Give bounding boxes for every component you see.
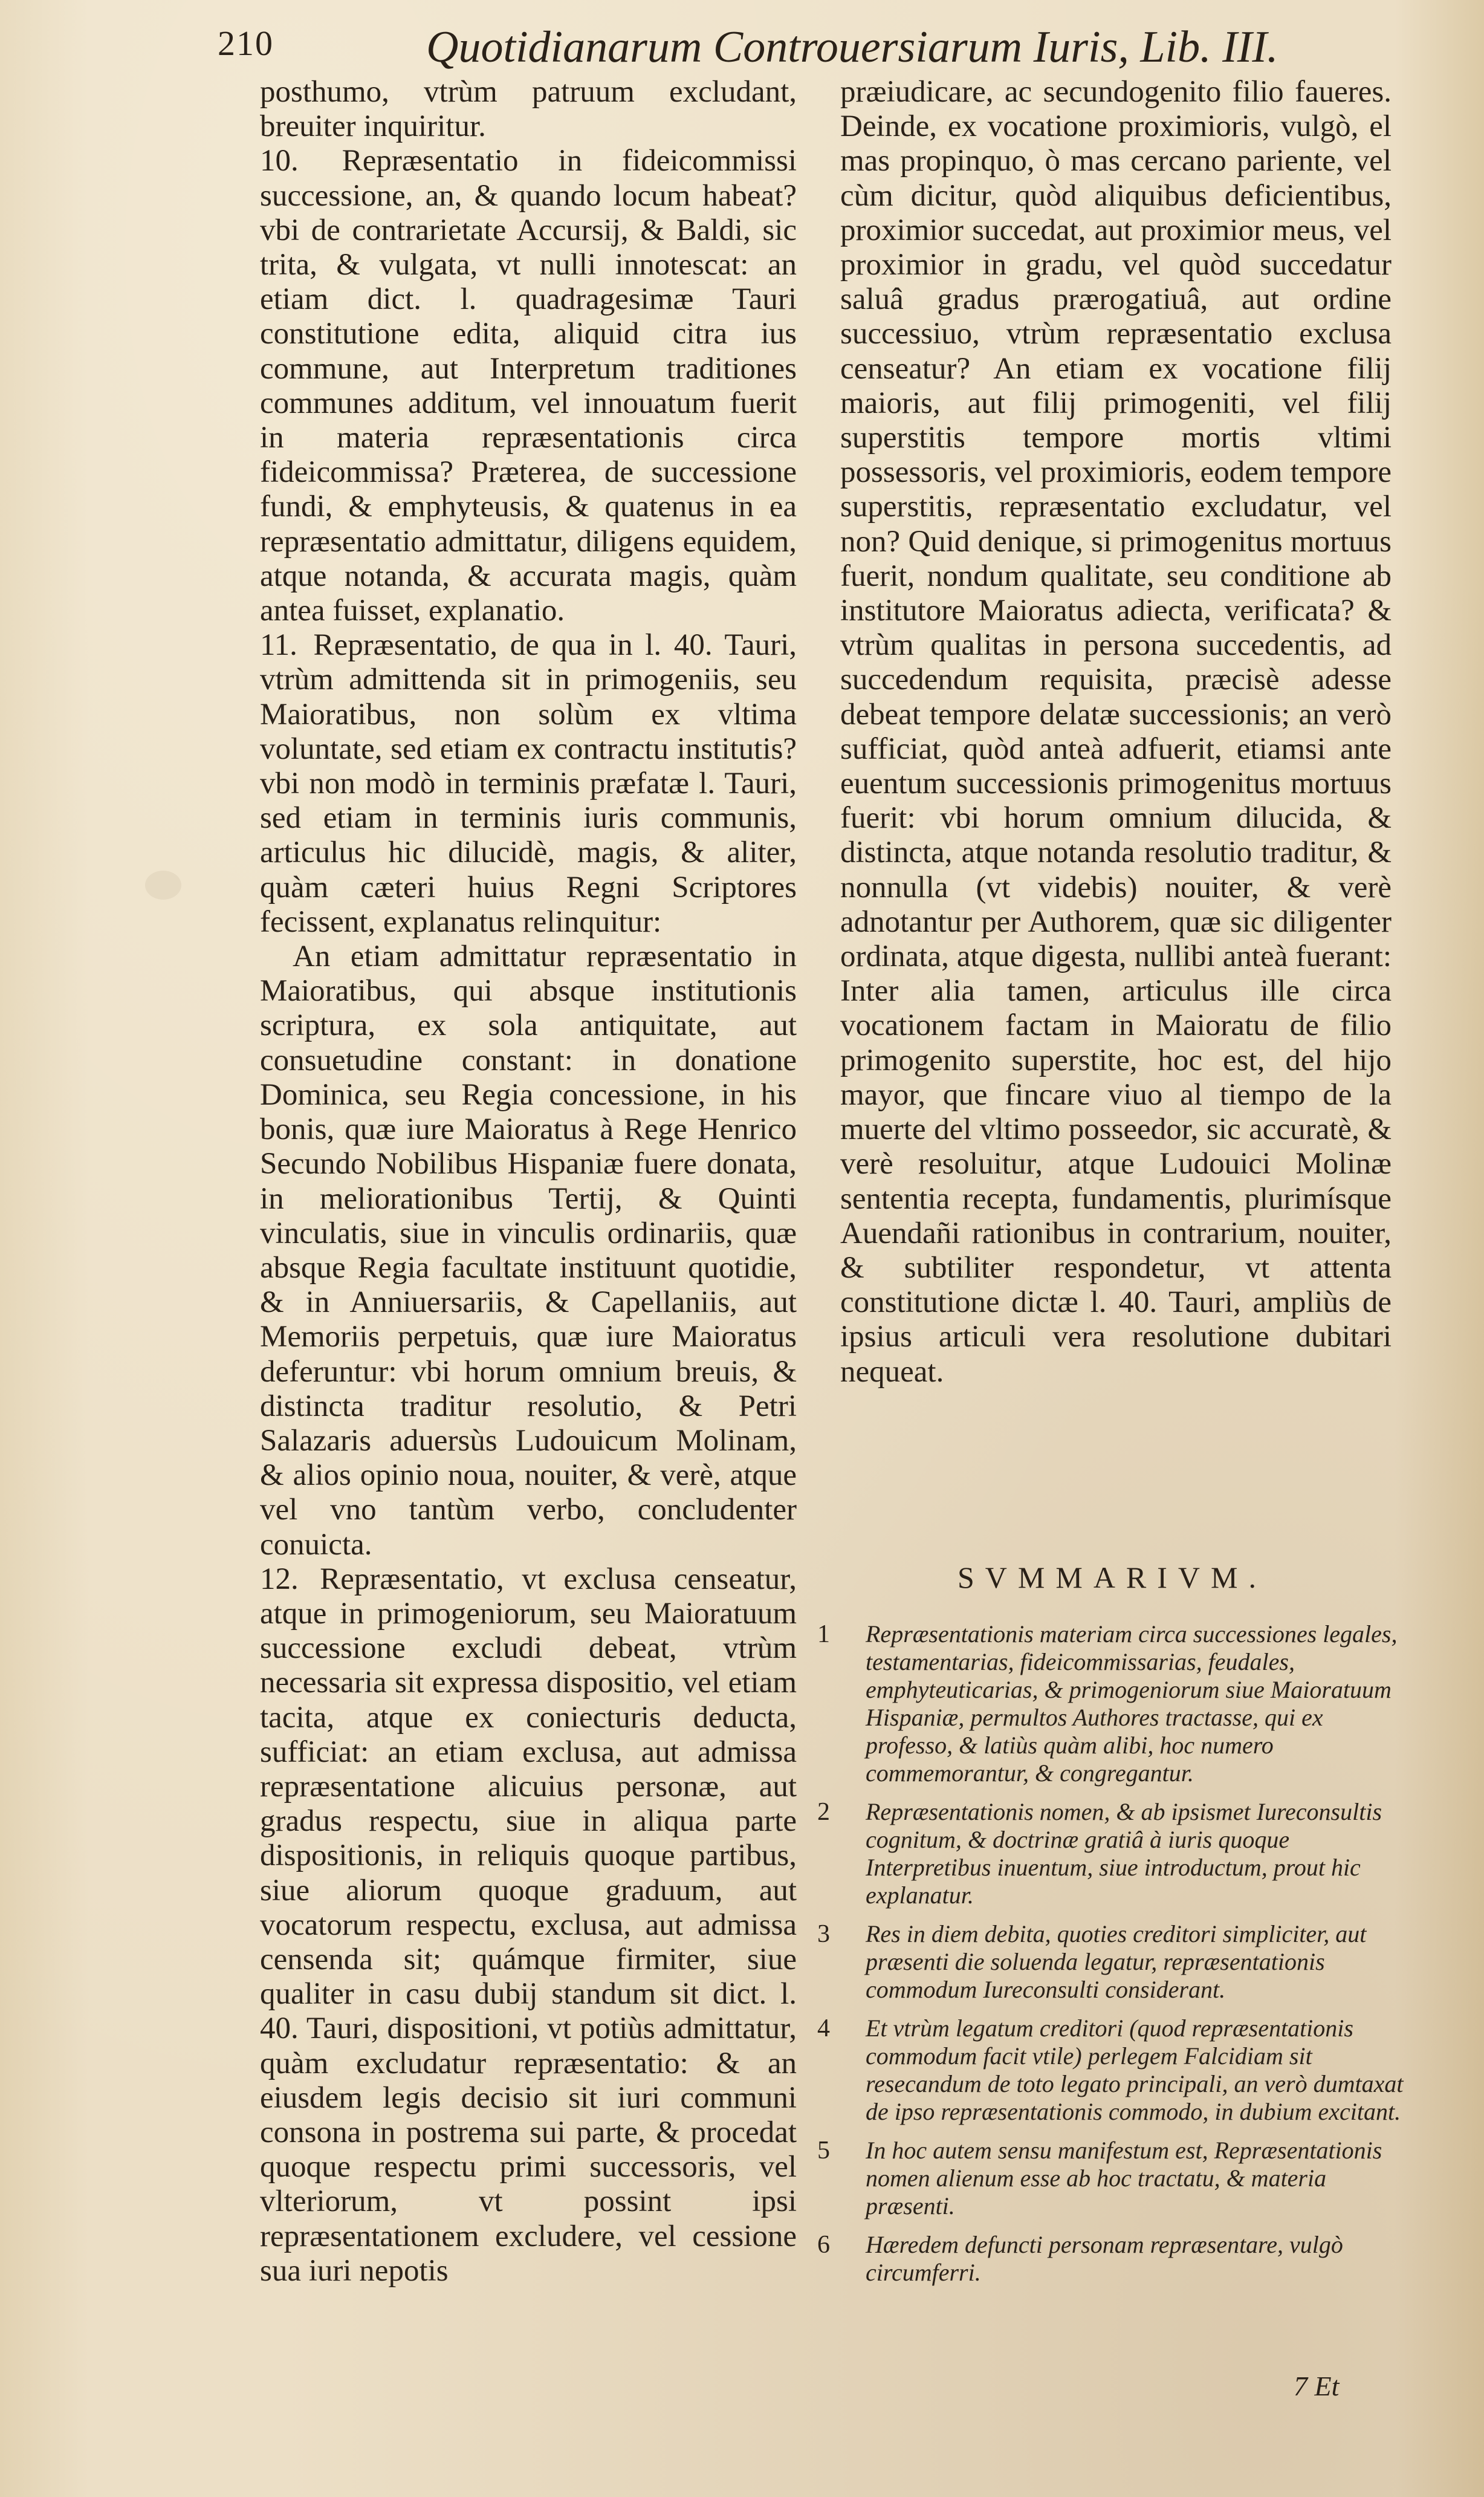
paragraph-text: An etiam admittatur repræsentatio in Maioratibus, qui absque institutionis scriptura, ex sola antiquitate, aut consuetudine constant: in donatione Dominica, seu Regia concessione, in his bonis, quæ iure Maioratus à Rege Henrico Secundo Nobilibus Hispaniæ fuere donata, in meliorationibus Tertij, & Quinti vinculatis, siue in vinculis ordinariis, quæ absque Regia facultate instituunt quotidie, & in Anniuersariis, & Capellaniis, aut Memoriis perpetuis, quæ iure Maioratus deferuntur: vbi horum omnium breuis, & distincta traditur resolutio, & Petri Salazaris aduersùs Ludouicum Molinam, & alios opinio noua, nouiter, & verè, atque vel vno tantùm verbo, concludenter conuicta. bbox=[260, 940, 797, 1562]
summary-item-text: Et vtrùm legatum creditori (quod repræsentationis commodum facit vtile) perlegem Falcidiam sit resecandum de toto legato principali, an verò dumtaxat de ipso repræsentationis commodo, in dubium excitant. bbox=[866, 2015, 1404, 2125]
running-title: Quotidianarum Controuersiarum Iuris, Lib. III. bbox=[426, 22, 1278, 72]
paragraph bbox=[260, 75, 797, 144]
paragraph bbox=[260, 144, 797, 628]
summary-heading: SVMMARIVM. bbox=[957, 1560, 1267, 1594]
page-number: 210 bbox=[218, 24, 274, 63]
summary-list bbox=[817, 1620, 1404, 2297]
summary-item-number: 6 bbox=[817, 2231, 830, 2259]
paragraph bbox=[260, 940, 797, 1562]
paragraph-number: 10. bbox=[260, 144, 299, 178]
summary-item-number: 2 bbox=[817, 1798, 830, 1826]
summary-item bbox=[817, 1920, 1404, 2004]
paragraph-number: 12. bbox=[260, 1562, 299, 1596]
summary-item-number: 5 bbox=[817, 2137, 830, 2164]
paragraph-text: Repræsentatio, vt exclusa censeatur, atque in primogeniorum, seu Maioratuum successione excludi debeat, vtrùm necessaria sit expressa dispositio, vel etiam tacita, atque ex coniecturis deducta, sufficiat: an etiam exclusa, aut admissa repræsentatione alicuius personæ, aut gradus respectu, siue in aliqua parte dispositionis, in reliquis quoque partibus, siue aliorum quoque graduum, aut vocatorum respectu, exclusa, aut admissa censenda sit; quámque firmiter, siue qualiter in casu dubij standum sit dict. l. 40. Tauri, dispositioni, vt potiùs admittatur, quàm excludatur repræsentatio: & an eiusdem legis decisio sit iuri communi consona in postrema sui parte, & procedat quoque respectu primi successoris, vel vlteriorum, vt possint ipsi repræsentationem excludere, vel cessione sua iuri nepotis bbox=[260, 1562, 797, 2288]
summary-item bbox=[817, 1798, 1404, 1909]
summary-item bbox=[817, 2015, 1404, 2126]
summary-item bbox=[817, 2137, 1404, 2220]
paragraph-text: posthumo, vtrùm patruum excludant, breuiter inquiritur. bbox=[260, 75, 797, 144]
paragraph-text: Repræsentatio in fideicommissi successione, an, & quando locum habeat? vbi de contrarietate Accursij, & Baldi, sic trita, & vulgata, vt nulli innotescat: an etiam dict. l. quadragesimæ Tauri constitutione edita, aliquid citra ius commune, aut Interpretum traditiones communes additum, vel innouatum fuerit in materia repræsentationis circa fideicommissa? Præterea, de successione fundi, & emphyteusis, & quatenus in ea repræsentatio admittatur, diligens equidem, atque notanda, & accurata magis, quàm antea fuisset, explanatio. bbox=[260, 144, 797, 628]
summary-item bbox=[817, 2231, 1404, 2287]
paragraph-text: præiudicare, ac secundogenito filio faueres. Deinde, ex vocatione proximioris, vulgò, el mas propinquo, ò mas cercano pariente, vel cùm dicitur, quòd aliquibus deficientibus, proximior succedat, aut proximior meus, vel proximior in gradu, vel quòd succedatur saluâ gradus prærogatiuâ, aut ordine successiuo, vtrùm repræsentatio exclusa censeatur? An etiam ex vocatione filij maioris, aut filij primogeniti, vel filij superstitis tempore mortis vltimi possessoris, vel proximioris, eodem tempore superstitis, repræsentatio excludatur, vel non? Quid denique, si primogenitus mortuus fuerit, nondum qualitate, seu conditione ab institutore Maioratus adiecta, verificata? & vtrùm qualitas in persona succedentis, ad succedendum requisita, præcisè adesse debeat tempore delatæ successionis; an verò sufficiat, quòd anteà adfuerit, etiamsi ante euentum successionis primogenitus mortuus fuerit: vbi horum omnium dilucida, & distincta, atque notanda resolutio traditur, & nonnulla (vt videbis) nouiter, & verè adnotantur per Authorem, quæ sic diligenter ordinata, atque digesta, nullibi anteà fuerant: Inter alia tamen, articulus ille circa vocationem factam in Maioratu de filio primogenito superstite, hoc est, del hijo mayor, que fincare viuo al tiempo de la muerte del vltimo posseedor, sic accuratè, & verè resoluitur, atque Ludouici Molinæ sententia recepta, fundamentis, plurimísque Auendañi rationibus in contrarium, nouiter, & subtiliter respondetur, vt attenta constitutione dictæ l. 40. Tauri, ampliùs de ipsius articuli vera resolutione dubitari nequeat. bbox=[840, 75, 1392, 1389]
summary-item-number: 3 bbox=[817, 1920, 830, 1948]
left-column bbox=[260, 75, 797, 2288]
summary-item-text: In hoc autem sensu manifestum est, Repræsentationis nomen alienum esse ab hoc tractatu, & materia præsenti. bbox=[866, 2137, 1382, 2219]
paragraph bbox=[260, 628, 797, 940]
summary-item-text: Hæredem defuncti personam repræsentare, vulgò circumferri. bbox=[866, 2231, 1343, 2286]
summary-item-number: 1 bbox=[817, 1620, 830, 1648]
summary-item bbox=[817, 1620, 1404, 1787]
right-column bbox=[840, 75, 1392, 1389]
summary-item-number: 4 bbox=[817, 2015, 830, 2042]
paragraph bbox=[840, 75, 1392, 1389]
paper-stain bbox=[145, 871, 181, 900]
paragraph bbox=[260, 1562, 797, 2288]
summary-item-text: Res in diem debita, quoties creditori simpliciter, aut præsenti die soluenda legatur, repræsentationis commodum Iureconsulti considerant. bbox=[866, 1920, 1367, 2003]
paragraph-number: 11. bbox=[260, 628, 297, 663]
catchword: 7 Et bbox=[1294, 2371, 1340, 2401]
summary-item-text: Repræsentationis nomen, & ab ipsismet Iureconsultis cognitum, & doctrinæ gratiâ à iuris quoque Interpretibus inuentum, siue introductum, prout hic explanatur. bbox=[866, 1798, 1382, 1909]
paragraph-text: Repræsentatio, de qua in l. 40. Tauri, vtrùm admittenda sit in primogeniis, seu Maioratibus, non solùm ex vltima voluntate, sed etiam ex contractu institutis? vbi non modò in terminis præfatæ l. Tauri, sed etiam in terminis iuris communis, articulus hic dilucidè, magis, & aliter, quàm cæteri huius Regni Scriptores fecissent, explanatus relinquitur: bbox=[260, 628, 797, 939]
summary-item-text: Repræsentationis materiam circa successiones legales, testamentarias, fideicommissarias, feudales, emphyteuticarias, & primogeniorum siue Maioratuum Hispaniæ, permultos Authores tractasse, qui ex professo, & latiùs quàm alibi, hoc numero commemorantur, & congregantur. bbox=[866, 1620, 1398, 1787]
